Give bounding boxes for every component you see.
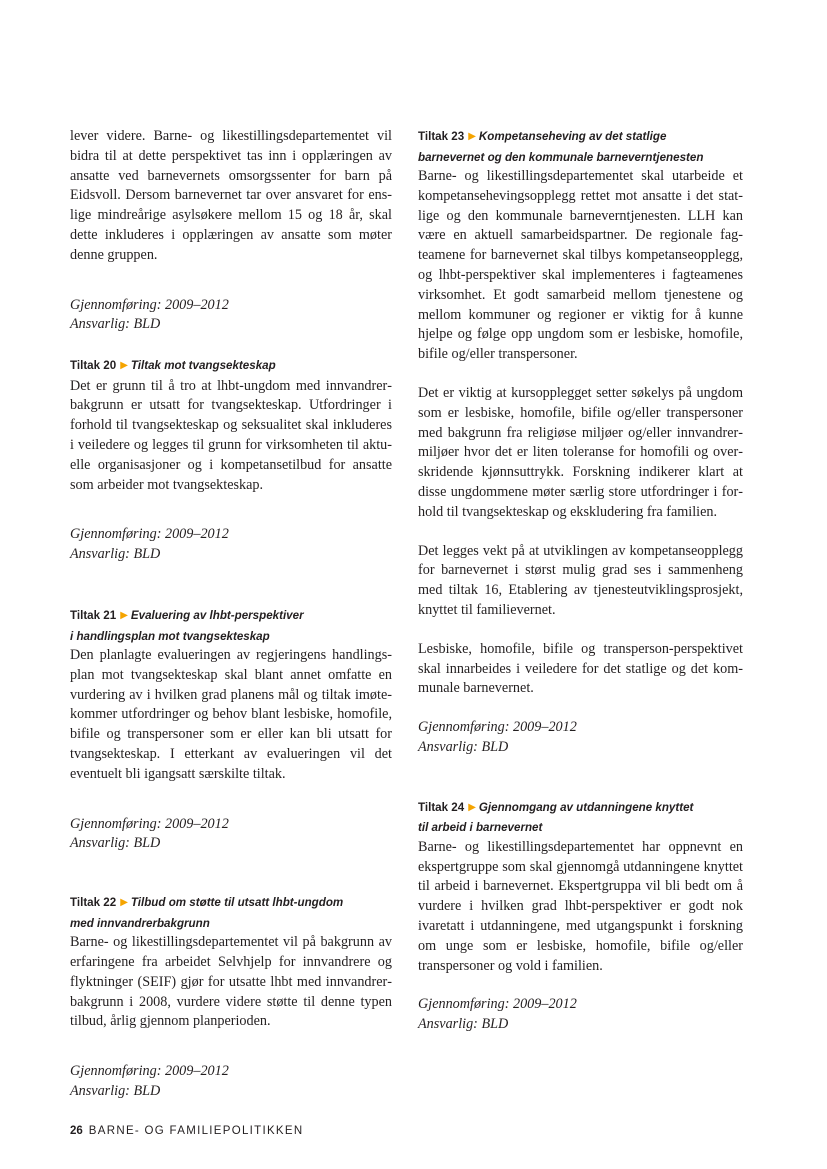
intro-ansvarlig: Ansvarlig: BLD (70, 316, 161, 333)
arrow-right-icon: ▶ (120, 360, 128, 372)
tiltak-20-body: Det er grunn til å tro at lhbt-ungdom med innvandrerbakgrunn er utsatt for tvangsekteskap. Utfordringer i forhold til tvangsekteskap og seksualitet skal inkluderes i veiledere og legges til grunn for virksomheten til aktuelle organisasjoner og i kompetansetilbud for ansatte som arbeider mot tvangsekteskap. (70, 377, 392, 493)
tiltak-23-tag: Tiltak 23 (418, 130, 465, 143)
tiltak-23-heading (418, 127, 743, 167)
tiltak-21-title-line-1: Evaluering av lhbt-perspektiver (130, 609, 304, 623)
tiltak-23-title-line-2: barnevernet og den kommunale barneverntjenesten (418, 150, 704, 164)
tiltak-22-tag: Tiltak 22 (70, 896, 117, 910)
tiltak-24-ansvarlig: Ansvarlig: BLD (418, 1016, 509, 1033)
tiltak-22-gjennomforing: Gjennomføring: 2009–2012 (70, 1063, 229, 1080)
right-column (418, 127, 743, 1035)
page-number: 26 (70, 1125, 83, 1137)
tiltak-21-body: Den planlagte evalueringen av regjeringens handlingsplan mot tvangsekteskap skal blant annet omfatte en vurdering av i hvilken grad planens mål og tiltak imøtekommer utfordringer og behov blant lesbiske, homofile, bifile og transpersoner som er eller kan bli utsatt for tvangsekteskap. I etterkant av evalueringen vil det eventuelt bli igangsatt særskilte tiltak. (70, 647, 392, 782)
tiltak-21-heading (70, 606, 392, 646)
intro-gjennomforing: Gjennomføring: 2009–2012 (70, 296, 229, 313)
tiltak-23-gjennomforing: Gjennomføring: 2009–2012 (418, 719, 577, 736)
tiltak-20-tag: Tiltak 20 (70, 359, 117, 373)
tiltak-20-heading (70, 356, 392, 377)
tiltak-23-body-3: Det legges vekt på at utviklingen av kompetanseopplegg for barnevernet i størst mulig grad ses i sammenheng med tiltak 16, Etablering av tjenesteutviklingsprosjekt, knyttet til familievernet. (418, 542, 743, 618)
tiltak-21-title-line-2: i handlingsplan mot tvangsekteskap (70, 629, 270, 643)
tiltak-20-gjennomforing: Gjennomføring: 2009–2012 (70, 526, 229, 543)
tiltak-24-tag: Tiltak 24 (418, 800, 465, 814)
arrow-right-icon: ▶ (468, 131, 476, 142)
tiltak-20-title: Tiltak mot tvangsekteskap (130, 359, 276, 373)
arrow-right-icon: ▶ (468, 801, 476, 813)
tiltak-23-title-line-1: Kompetanseheving av det statlige (478, 130, 667, 143)
tiltak-23-body-1: Barne- og likestillingsdepartementet skal utarbeide et kompetansehevingsopplegg rettet mot ansatte i det statlige og den kommunale barneverntjenesten. LLH kan være en aktuell samarbeidspartner. De regionale fagteamene for barnevernet skal tilbys kompetanseopplegg, og lhbt-perspektiver skal implementeres i fagteamenes virksomhet. Et godt samarbeid mellom tjenestene og mellom kommuner og regioner er viktig for å kunne hjelpe og følge opp ungdom som er lesbiske, homofile, bifile og/eller transpersoner. (418, 168, 743, 363)
arrow-right-icon: ▶ (120, 897, 128, 909)
tiltak-22-title-line-1: Tilbud om støtte til utsatt lhbt-ungdom (130, 896, 344, 910)
arrow-right-icon: ▶ (120, 610, 128, 622)
tiltak-22-body: Barne- og likestillingsdepartementet vil på bakgrunn av erfaringene fra arbeidet Selvhjelp for innvandrere og flyktninger (SEIF) gjør for utsatte lhbt med innvandrerbakgrunn i 2008, vurdere videre støtte til denne typen tilbud, årlig gjennom planperioden. (70, 934, 392, 1030)
tiltak-24-heading (418, 798, 743, 838)
tiltak-21-ansvarlig: Ansvarlig: BLD (70, 835, 161, 852)
tiltak-22-ansvarlig: Ansvarlig: BLD (70, 1083, 161, 1099)
tiltak-20-ansvarlig: Ansvarlig: BLD (70, 546, 161, 563)
tiltak-24-title-line-2: til arbeid i barnevernet (418, 821, 543, 835)
page-footer (70, 1125, 303, 1137)
tiltak-22-heading (70, 893, 392, 933)
tiltak-24-title-line-1: Gjennomgang av utdanningene knyttet (478, 800, 694, 814)
tiltak-21-tag: Tiltak 21 (70, 609, 117, 623)
intro-paragraph: lever videre. Barne- og likestillingsdepartementet vil bidra til at dette perspektivet tas inn i opplæringen av ansatte ved barnevernets omsorgssenter for barn på Eidsvoll. Dersom barnevernet tar over ansvaret for enslige mindreårige asylsøkere mellom 15 og 18 år, skal dette inkluderes i opplæringen av ansatte som møter denne gruppen. (70, 128, 392, 263)
tiltak-21-gjennomforing: Gjennomføring: 2009–2012 (70, 815, 229, 832)
tiltak-24-body: Barne- og likestillingsdepartementet har oppnevnt en ekspertgruppe som skal gjennomgå utdanningene knyttet til arbeid i barnevernet. Ekspertgruppa vil bli bedt om å vurdere i hvilken grad lhbt-perspektiver er godt nok ivaretatt i utdanningene, med utgangspunkt i forskning om unge som er lesbiske, homofile, bifile og/eller transpersoner og vold i familien. (418, 838, 743, 974)
left-column (70, 127, 392, 1102)
section-title: BARNE- OG FAMILIEPOLITIKKEN (88, 1125, 304, 1137)
tiltak-23-body-4: Lesbiske, homofile, bifile og transperson-perspektivet skal innarbeides i veiledere for det statlige og det kommunale barnevernet. (418, 640, 743, 697)
tiltak-23-ansvarlig: Ansvarlig: BLD (418, 738, 509, 755)
tiltak-24-gjennomforing: Gjennomføring: 2009–2012 (418, 996, 577, 1013)
tiltak-23-body-2: Det er viktig at kursopplegget setter søkelys på ungdom som er lesbiske, homofile, bifile og/eller transpersoner med bakgrunn fra religiøse miljøer og/eller innvandrermiljøer hvor det er liten toleranse for homofili og overskridende kjønnsuttrykk. Forskning indikerer klart at disse ungdommene møter særlig store utfordringer i forhold til tvangsekteskap og ekskludering fra familien. (418, 384, 743, 520)
tiltak-22-title-line-2: med innvandrerbakgrunn (70, 916, 210, 930)
